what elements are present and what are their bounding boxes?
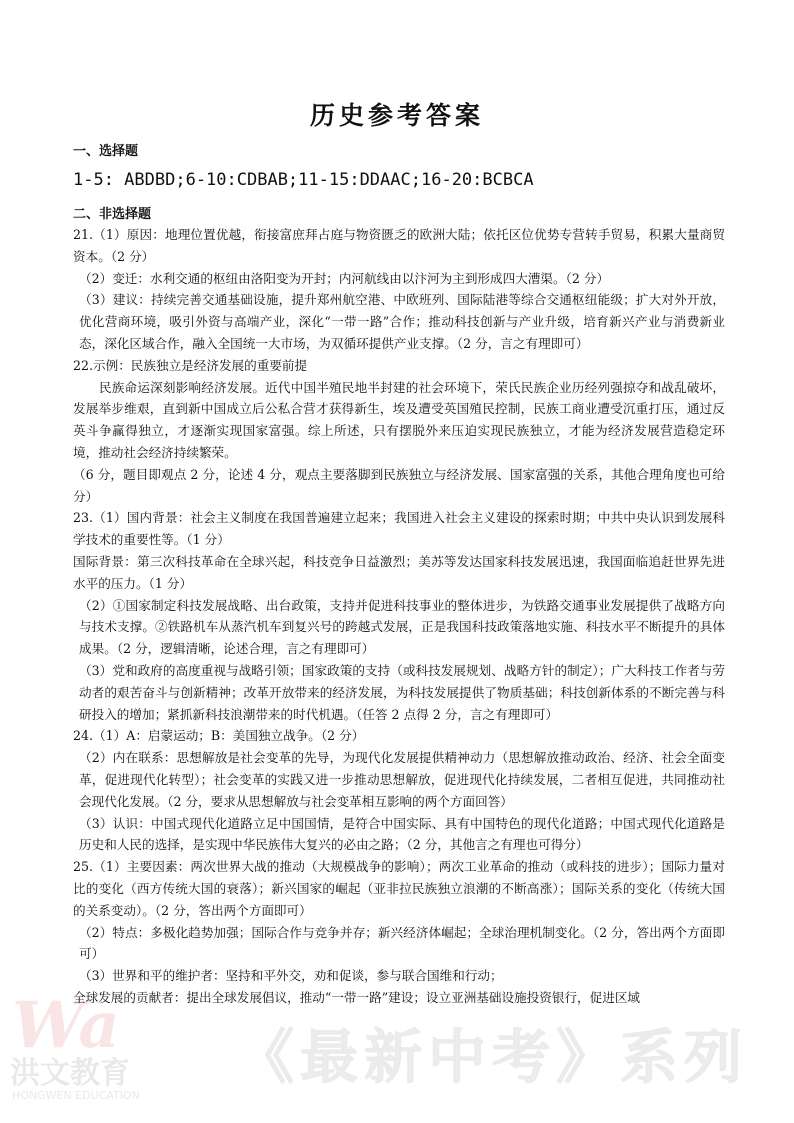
answer-paragraph: （3）世界和平的维护者：坚持和平外交，劝和促谈，参与联合国维和行动； [79,968,503,984]
answer-paragraph: 21.（1）原因：地理位置优越，衔接富庶拜占庭与物资匮乏的欧洲大陆；依托区位优势专营转手贸易，积累大量商贸资本。（2 分） [73,227,725,264]
choice-answers: 1-5: ABDBD;6-10:CDBAB;11-15:DDAAC;16-20:BCBCA [73,170,534,190]
answer-paragraph: （2）特点：多极化趋势加强；国际合作与竞争并存；新兴经济体崛起；全球治理机制变化。（2 分，答出两个方面即可） [79,924,725,962]
answer-paragraph: （2）①国家制定科技发展战略、出台政策，支持并促进科技事业的整体进步，为铁路交通事业发展提供了战略方向与技术支撑。②铁路机车从蒸汽机车到复兴号的跨越式发展，正是我国科技政策落地实施、科技水平不断提升的具体成果。（2 分，逻辑清晰，论述合理，言之有理即可） [79,597,725,657]
answer-paragraph: 22.示例：民族独立是经济发展的重要前提 [73,357,308,373]
svg-text:Wa: Wa [12,988,120,1063]
svg-text:洪文教育: 洪文教育 [10,1056,130,1091]
answer-paragraph: 国际背景：第三次科技革命在全球兴起，科技竞争日益激烈；美苏等发达国家科技发展迅速，我国面临追赶世界先进水平的压力。（1 分） [73,553,725,591]
answer-paragraph: 全球发展的贡献者：提出全球发展倡议，推动“一带一路”建设；设立亚洲基础设施投资银行，促进区域 [73,989,641,1005]
answer-paragraph: 25.（1）主要因素：两次世界大战的推动（大规模战争的影响）；两次工业革命的推动（或科技的进步）；国际力量对比的变化（西方传统大国的衰落）；新兴国家的崛起（亚非拉民族独立浪潮的不断高涨）；国际关系的变化（传统大国的关系变动）。（2 分，答出两个方面即可） [73,859,725,918]
answer-paragraph: （2）变迁：水利交通的枢纽由洛阳变为开封；内河航线由以汴河为主到形成四大漕渠。（2 分） [79,270,610,286]
answer-paragraph: （3）认识：中国式现代化道路立足中国国情，是符合中国实际、具有中国特色的现代化道路；中国式现代化道路是历史和人民的选择，是实现中华民族伟大复兴的必由之路；（2 分，其他言之有理也可得分） [79,815,725,853]
section-heading-choice: 一、选择题 [73,144,139,159]
answer-paragraph: （3）党和政府的高度重视与战略引领；国家政策的支持（或科技发展规划、战略方针的制定）；广大科技工作者与劳动者的艰苦奋斗与创新精神；改革开放带来的经济发展，为科技发展提供了物质基础；科技创新体系的不断完善与科研投入的增加；紧抓新科技浪潮带来的时代机遇。（任答 2 点得 2 分，言之有理即可） [79,662,725,722]
answer-paragraph: （6 分，题目即观点 2 分，论述 4 分，观点主要落脚到民族独立与经济发展、国家富强的关系，其他合理角度也可给分） [73,466,725,504]
svg-text:HONGWEN EDUCATION: HONGWEN EDUCATION [12,1089,140,1102]
section-heading-nonchoice: 二、非选择题 [73,207,152,222]
answer-paragraph: （2）内在联系：思想解放是社会变革的先导，为现代化发展提供精神动力（思想解放推动政治、经济、社会全面变革，促进现代化转型）；社会变革的实践又进一步推动思想解放，促进现代化持续发展，二者相互促进，共同推动社会现代化发展。（2 分，要求从思想解放与社会变革相互影响的两个方面回答） [79,750,725,809]
answer-paragraph: 24.（1）A：启蒙运动；B：美国独立战争。（2 分） [73,728,365,744]
answer-paragraph: （3）建议：持续完善交通基础设施，提升郑州航空港、中欧班列、国际陆港等综合交通枢纽能级；扩大对外开放，优化营商环境，吸引外资与高端产业，深化“一带一路”合作；推动科技创新与产业升级，培育新兴产业与消费新业态，深化区域合作，融入全国统一大市场，为双循环提供产业支撑。（2 分，言之有理即可） [79,292,725,351]
answer-body [73,224,725,1009]
answer-paragraph: 民族命运深刻影响经济发展。近代中国半殖民地半封建的社会环境下，荣氏民族企业历经列强掠夺和战乱破坏，发展举步维艰，直到新中国成立后公私合营才获得新生，埃及遭受英国殖民控制，民族工商业遭受沉重打压，通过反英斗争赢得独立，才逐渐实现国家富强。综上所述，只有摆脱外来压迫实现民族独立，才能为经济发展营造稳定环境，推动社会经济持续繁荣。 [73,379,725,460]
answer-paragraph: 23.（1）国内背景：社会主义制度在我国普遍建立起来；我国进入社会主义建设的探索时期；中共中央认识到发展科学技术的重要性等。（1 分） [73,510,725,548]
page-title: 历史参考答案 [309,101,484,130]
series-watermark: 《最新中考》系列 [236,1023,749,1091]
